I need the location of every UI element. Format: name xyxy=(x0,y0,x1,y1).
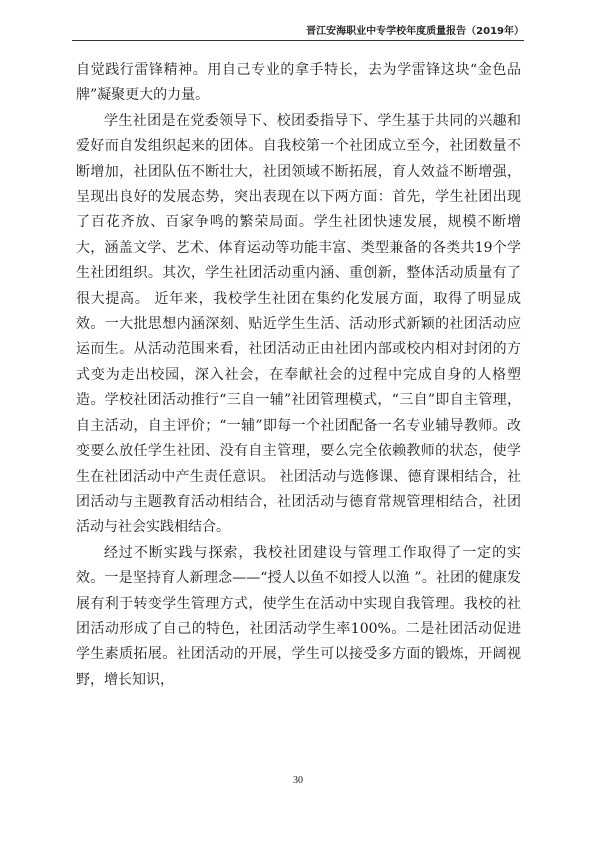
paragraph-1: 自觉践行雷锋精神。用自己专业的拿手特长，去为学雷锋这块“金色品牌”凝聚更大的力量。 xyxy=(76,62,521,104)
document-body xyxy=(76,58,521,693)
page-header: 晋江安海职业中专学校年度质量报告（2019年） xyxy=(306,26,524,37)
header-divider xyxy=(72,40,524,41)
paragraph-2: 学生社团是在党委领导下、校团委指导下、学生基于共同的兴趣和爱好而自发组织起来的团体。自我校第一个社团成立至今，社团数量不断增加，社团队伍不断壮大，社团领域不断拓展，育人效益不断增强，呈现出良好的发展态势，突出表现在以下两方面：首先，学生社团出现了百花齐放、百家争鸣的繁荣局面。学生社团快速发展，规模不断增大，涵盖文学、艺术、体育运动等功能丰富、类型兼备的各类共19个学生社团组织。其次，学生社团活动重内涵、重创新，整体活动质量有了很大提高。 近年来，我校学生社团在集约化发展方面，取得了明显成效。一大批思想内涵深刻、贴近学生生活、活动形式新颖的社团活动应运而生。从活动范围来看，社团活动正由社团内部或校内相对封闭的方式变为走出校园，深入社会，在奉献社会的过程中完成自身的人格塑造。学校社团活动推行“三自一辅”社团管理模式，“三自”即自主管理，自主活动，自主评价；“一辅”即每一个社团配备一名专业辅导教师。改变要么放任学生社团、没有自主管理，要么完全依赖教师的状态，使学生在社团活动中产生责任意识。 社团活动与选修课、德育课相结合，社团活动与主题教育活动相结合，社团活动与德育常规管理相结合，社团活动与社会实践相结合。 xyxy=(76,112,521,536)
page-number: 30 xyxy=(293,775,303,786)
paragraph-3: 经过不断实践与探索，我校社团建设与管理工作取得了一定的实效。一是坚持育人新理念——“授人以鱼不如授人以渔 ”。社团的健康发展有利于转变学生管理方式，使学生在活动中实现自我管理。我校的社团活动形成了自己的特色，社团活动学生率100%。二是社团活动促进学生素质拓展。社团活动的开展，学生可以接受多方面的锻炼，开阔视野，增长知识， xyxy=(76,544,521,688)
